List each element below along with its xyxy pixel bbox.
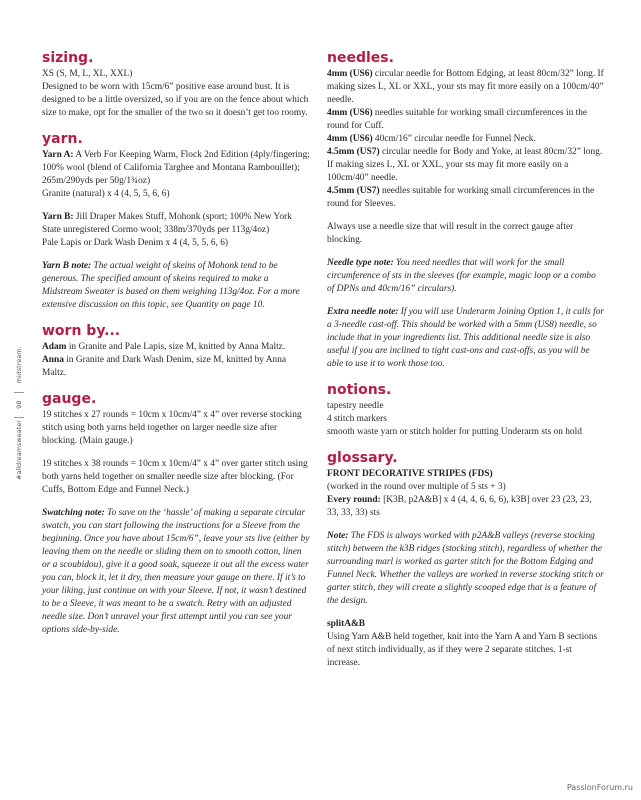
swatching-note [42, 507, 310, 637]
split-text: Using Yarn A&B held together, knit into the Yarn A and Yarn B sections of next stitch individually, as if they were 2 separate stitches. 1-st increase. [327, 632, 598, 668]
right-column [327, 50, 605, 670]
worn-by-text-2: in Granite and Dark Wash Denim, size M, knitted by Anna Maltz. [42, 355, 287, 378]
every-round-label: Every round: [327, 495, 381, 505]
gauge-heading: gauge. [42, 391, 97, 407]
worn-by-name-2: Anna [42, 355, 64, 365]
worn-by-line-2 [42, 354, 310, 380]
worn-by-text-1: in Granite and Pale Lapis, size M, knitted by Anna Maltz. [66, 342, 286, 352]
yarn-b [42, 211, 310, 237]
extra-needle-note [327, 306, 605, 371]
needle-2-size: 4mm (US6) [327, 108, 373, 118]
gauge-section [42, 391, 310, 637]
glossary-heading: glossary. [327, 450, 398, 466]
needle-3-size: 4mm (US6) [327, 134, 373, 144]
sidebar-hashtag: #alldreamsweater [15, 420, 23, 480]
divider [14, 392, 24, 393]
needle-5 [327, 185, 605, 211]
yarn-b-note [42, 260, 310, 312]
needle-type-note-text: You need needles that will work for the small circumference of sts in the sleeves (for example, magic loop or a combo of DPNs and 40cm/16” circulars). [327, 258, 596, 294]
needle-gauge-advice: Always use a needle size that will result in the correct gauge after blocking. [327, 222, 574, 245]
notion-item: smooth waste yarn or stitch holder for putting Underarm sts on hold [327, 427, 582, 437]
swatching-note-text: To save on the ‘hassle’ of making a separate circular swatch, you can start following the instructions for a Sleeve from the beginning. Once you have about 15cm/6”, leave your sts live (either by leaving them on the needle or sliding them on to smooth cotton, linen or a scoubidou), give it a good soak, squeeze it out all the excess water you can, block it, let it dry, then measure your gauge on there. If it’s to your liking, just continue on with your Sleeve. If not, it wasn’t destined to be a Sleeve, it was meant to be a swatch. Retry with an adjusted needle size. Don’t unravel your first attempt until you can see your options side-by-side. [42, 508, 310, 635]
worn-by-name-1: Adam [42, 342, 67, 352]
needle-2 [327, 107, 605, 133]
extra-needle-note-label: Extra needle note: [327, 307, 399, 317]
gauge-main: 19 stitches x 27 rounds = 10cm x 10cm/4” x 4” over reverse stocking stitch using both yarns held together on larger needle size after blocking. (Main gauge.) [42, 410, 302, 446]
fds-title [327, 468, 605, 481]
divider [14, 417, 24, 418]
yarn-a-label: Yarn A: [42, 150, 74, 160]
needles-heading: needles. [327, 50, 394, 66]
glossary-section [327, 450, 605, 670]
sidebar-text [12, 250, 26, 480]
fds-note [327, 530, 605, 608]
yarn-b-color: Pale Lapis or Dark Wash Denim x 4 (4, 5, 5, 6, 6) [42, 238, 229, 248]
sizing-text: Designed to be worn with 15cm/6” positive ease around bust. It is designed to be a little oversized, so if you are on the fence about which size to make, opt for the smaller of the two so it doesn’t get too roomy. [42, 82, 309, 118]
yarn-section [42, 131, 310, 312]
yarn-a [42, 149, 310, 188]
yarn-b-note-label: Yarn B note: [42, 261, 92, 271]
needle-2-text: needles suitable for working small circumferences in the round for Cuff. [327, 108, 588, 131]
yarn-heading: yarn. [42, 131, 83, 147]
yarn-a-color: Granite (natural) x 4 (4, 5, 5, 6, 6) [42, 189, 170, 199]
notions-heading: notions. [327, 382, 392, 398]
split-title [327, 618, 605, 631]
needle-3 [327, 133, 605, 146]
worn-by-heading: worn by... [42, 323, 121, 339]
fds-subtitle: (worked in the round over multiple of 5 sts + 3) [327, 482, 506, 492]
needle-4-text: circular needle for Body and Yoke, at least 80cm/32” long. If making sizes L, XL or XXL, your sts may fit more easily on a 100cm/40” needle. [327, 147, 603, 183]
sizing-section [42, 50, 310, 120]
fds-every-round [327, 494, 605, 520]
page-sidebar [12, 250, 26, 480]
needles-section [327, 50, 605, 371]
needle-4 [327, 146, 605, 185]
notions-section [327, 382, 605, 439]
sidebar-brand: midstream. [15, 346, 23, 384]
yarn-a-text: A Verb For Keeping Warm, Flock 2nd Edition (4ply/fingering; 100% wool (blend of California Targhee and Montana Rambouillet); 265m/290yds per 50g/1¾oz) [42, 150, 310, 186]
worn-by-line-1 [42, 341, 310, 354]
sizing-sizes: XS (S, M, L, XL, XXL) [42, 69, 133, 79]
notion-item: 4 stitch markers [327, 414, 387, 424]
yarn-b-text: Jill Draper Makes Stuff, Mohonk (sport; 100% New York State unregistered Cormo wool; 338m/370yds per 113g/4oz) [42, 212, 292, 235]
needle-4-size: 4.5mm (US7) [327, 147, 380, 157]
notion-item: tapestry needle [327, 401, 384, 411]
fds-note-label: Note: [327, 531, 349, 541]
split-title-text: splitA&B [327, 619, 366, 629]
needle-1-size: 4mm (US6) [327, 69, 373, 79]
fds-note-text: The FDS is always worked with p2A&B valleys (reverse stocking stitch) between the k3B ridges (stocking stitch), regardless of whether the surrounding marl is worked as garter stitch for the Bottom Edging and Funnel Neck. Whether the valleys are worked in reverse stocking stitch or garter stitch, they will create a slightly scooped edge that is a feature of the design. [327, 531, 604, 606]
swatching-note-label: Swatching note: [42, 508, 105, 518]
needle-3-text: 40cm/16” circular needle for Funnel Neck. [372, 134, 536, 144]
yarn-b-label: Yarn B: [42, 212, 74, 222]
every-round-text: [K3B, p2A&B] x 4 (4, 4, 6, 6, 6), k3B] over 23 (23, 23, 33, 33, 33) sts [327, 495, 592, 518]
needle-5-text: needles suitable for working small circumferences in the round for Sleeves. [327, 186, 595, 209]
needle-type-note [327, 257, 605, 296]
left-column [42, 50, 310, 637]
yarn-b-note-text: The actual weight of skeins of Mohonk tend to be generous. The specified amount of skeins required to make a Midstream Sweater is based on them weighing 113g/4oz. For a more extensive discussion on this topic, see Quantity on page 10. [42, 261, 300, 310]
extra-needle-note-text: If you will use Underarm Joining Option 1, it calls for a 3-needle cast-off. This should be worked with a 5mm (US8) needle, so include that in your ingredients list. This additional needle size is also useful if you are inclined to tight cast-ons and cast-offs, as you will be able to use it to work those too. [327, 307, 605, 369]
worn-by-section [42, 323, 310, 380]
needle-type-note-label: Needle type note: [327, 258, 394, 268]
needle-1 [327, 68, 605, 107]
page-number: 98 [15, 400, 23, 409]
needle-5-size: 4.5mm (US7) [327, 186, 380, 196]
gauge-garter: 19 stitches x 38 rounds = 10cm x 10cm/4” x 4” over garter stitch using both yarns held together on smaller needle size after blocking. (For Cuffs, Bottom Edge and Funnel Neck.) [42, 459, 308, 495]
fds-title-text: FRONT DECORATIVE STRIPES (FDS) [327, 469, 493, 479]
sizing-heading: sizing. [42, 50, 94, 66]
watermark: PassionForum.ru [566, 783, 633, 792]
needle-1-text: circular needle for Bottom Edging, at least 80cm/32” long. If making sizes L, XL or XXL, your sts may fit more easily on a 100cm/40” needle. [327, 69, 604, 105]
